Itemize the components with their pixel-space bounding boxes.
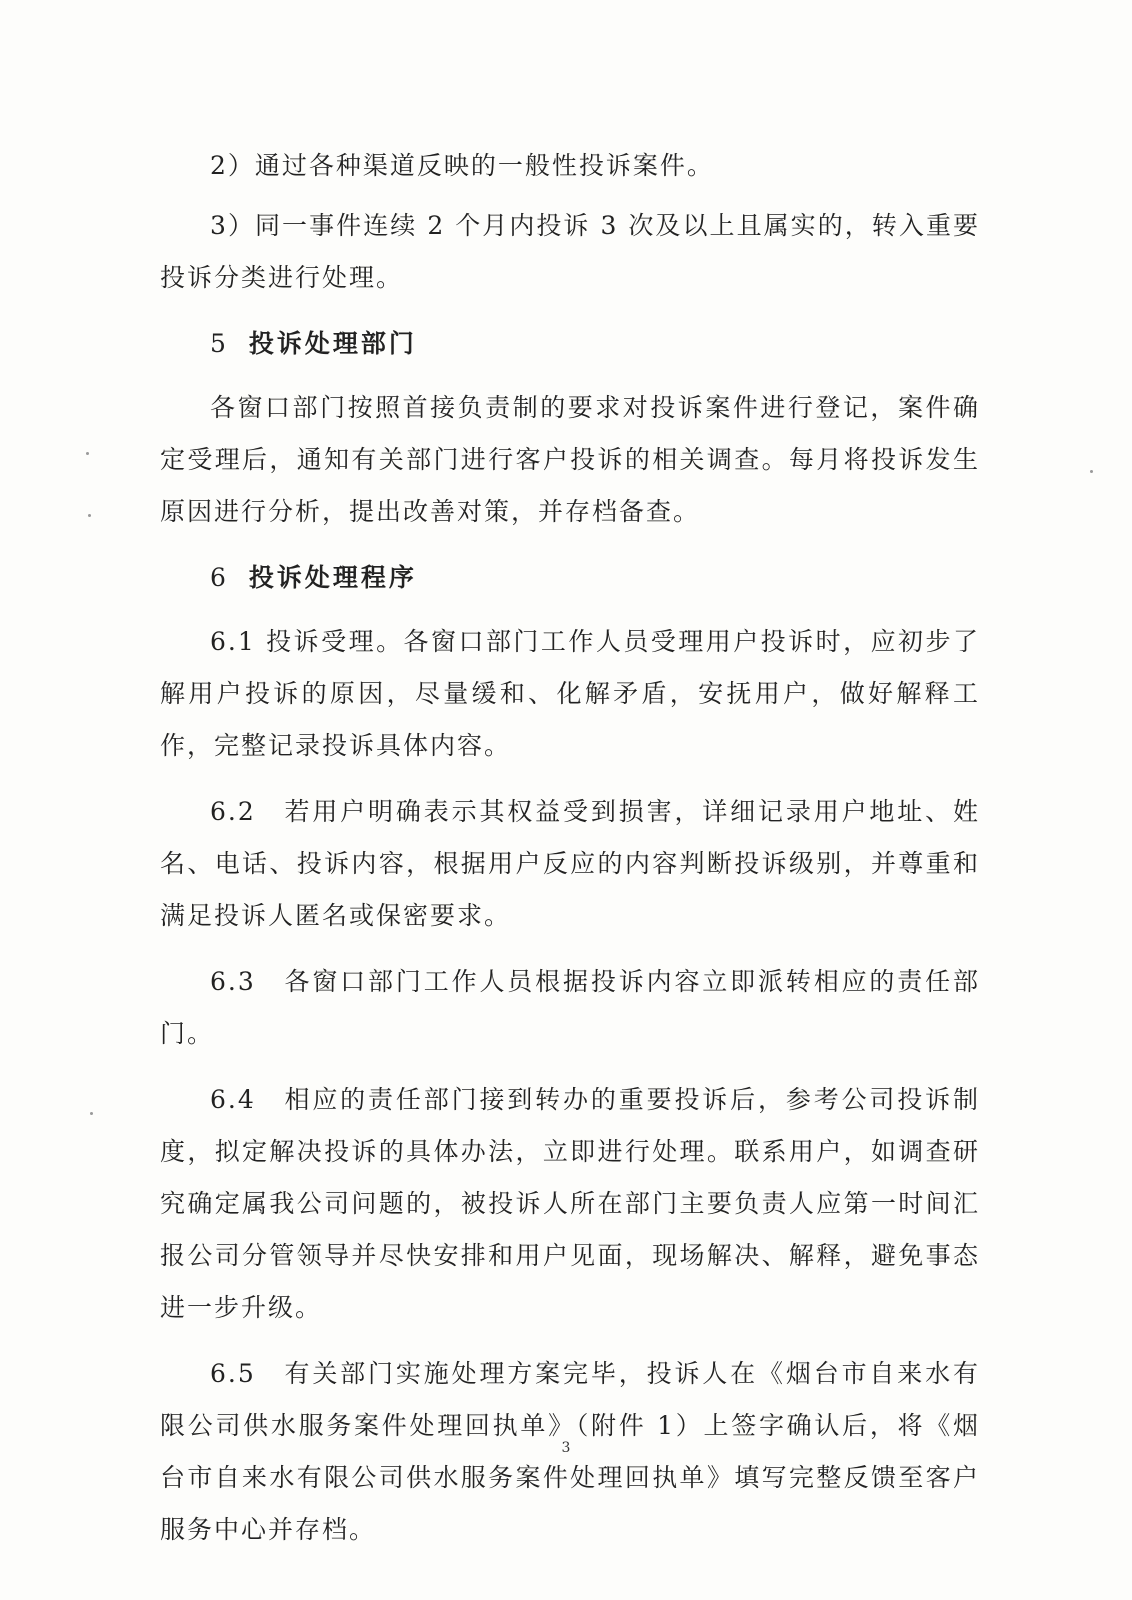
scan-speck [86,452,89,455]
section-5-number: 5 [210,329,229,358]
paragraph-3: 3）同一事件连续 2 个月内投诉 3 次及以上且属实的，转入重要投诉分类进行处理。 [160,211,980,292]
section-5-heading [160,318,980,370]
paragraph-6-3: 6.3 各窗口部门工作人员根据投诉内容立即派转相应的责任部门。 [160,967,980,1048]
section-6-heading [160,552,980,604]
scan-speck [88,514,91,517]
document-body [160,140,980,1570]
paragraph-2: 2）通过各种渠道反映的一般性投诉案件。 [210,151,714,180]
paragraph-6-5: 6.5 有关部门实施处理方案完毕，投诉人在《烟台市自来水有限公司供水服务案件处理回执单》（附件 1）上签字确认后，将《烟台市自来水有限公司供水服务案件处理回执单》填写完整反馈至客户服务中心并存档。 [160,1359,980,1544]
section-6-number: 6 [210,563,229,592]
scan-speck [1090,470,1093,473]
paragraph-6-4: 6.4 相应的责任部门接到转办的重要投诉后，参考公司投诉制度，拟定解决投诉的具体办法，立即进行处理。联系用户，如调查研究确定属我公司问题的，被投诉人所在部门主要负责人应第一时间汇报公司分管领导并尽快安排和用户见面，现场解决、解释，避免事态进一步升级。 [160,1085,980,1322]
section-5-title: 投诉处理部门 [248,329,417,358]
section-6-title: 投诉处理程序 [248,563,417,592]
paragraph-6-2: 6.2 若用户明确表示其权益受到损害，详细记录用户地址、姓名、电话、投诉内容，根据用户反应的内容判断投诉级别，并尊重和满足投诉人匿名或保密要求。 [160,797,980,930]
section-5-body: 各窗口部门按照首接负责制的要求对投诉案件进行登记，案件确定受理后，通知有关部门进行客户投诉的相关调查。每月将投诉发生原因进行分析，提出改善对策，并存档备查。 [160,393,980,526]
scan-speck [90,1112,93,1115]
page-number: 3 [561,1440,571,1456]
paragraph-6-1: 6.1 投诉受理。各窗口部门工作人员受理用户投诉时，应初步了解用户投诉的原因，尽量缓和、化解矛盾，安抚用户，做好解释工作，完整记录投诉具体内容。 [160,627,980,760]
